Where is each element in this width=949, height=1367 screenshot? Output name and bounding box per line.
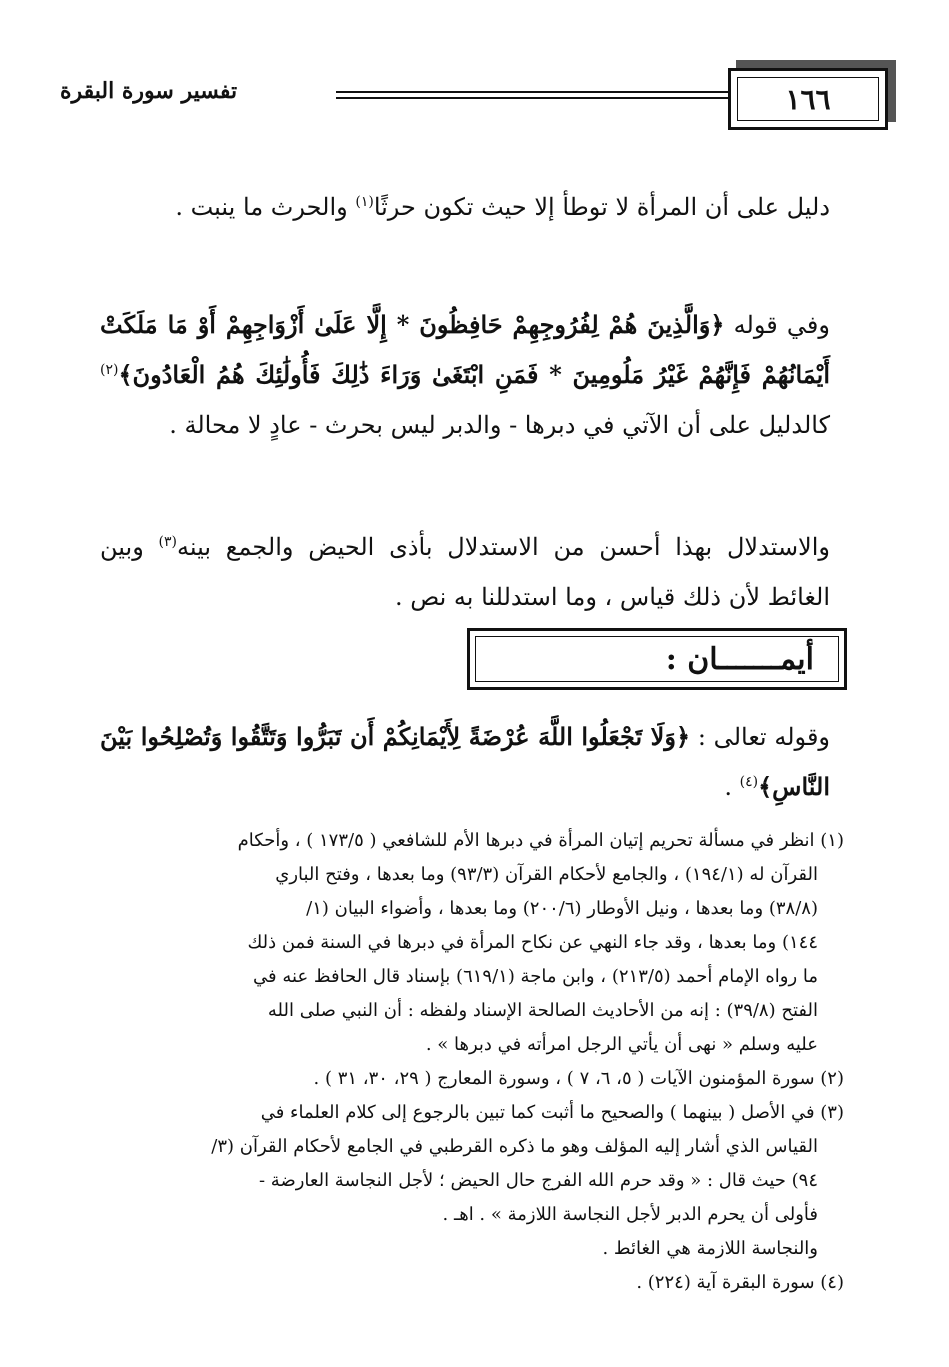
section-heading: أيمـــــــان : [475,636,839,682]
paragraph-2-rest: كالدليل على أن الآتي في دبرها - والدبر ليس بحرث - عادٍ لا محالة . [169,411,830,439]
paragraph-4-end: . [724,773,732,801]
footnote-2-line: (٢) سورة المؤمنون الآيات ( ٥، ٦، ٧ ) ، وسورة المعارج ( ٢٩، ٣٠، ٣١ ) . [313,1068,844,1089]
footnote-1-line: (٣٨/٨) وما بعدها ، ونيل الأوطار (٢٠٠/٦) وما بعدها ، وأضواء البيان (١/ [306,898,818,919]
quran-verse-2: ﴿وَلَا تَجْعَلُوا اللَّهَ عُرْضَةً لِأَيْمَانِكُمْ أَن تَبَرُّوا وَتَتَّقُوا وَتُصْلِحُوا بَيْنَ النَّاسِ﴾ [100,722,830,801]
footnote-1-line: الفتح (٣٩/٨) : إنه من الأحاديث الصالحة الإسناد ولفظه : أن النبي صلى الله [267,1000,818,1021]
paragraph-3-line-1: والاستدلال بهذا أحسن من الاستدلال بأذى الحيض والجمع بينه [177,533,830,561]
header-rule [336,91,728,99]
footnote-ref-4: (٤) [739,774,759,790]
footnote-1-line: (١) انظر في مسألة تحريم إتيان المرأة في دبرها الأم للشافعي ( ١٧٣/٥ ) ، وأحكام [237,830,844,851]
paragraph-1 [100,182,830,232]
paragraph-3 [100,522,830,622]
page-number-box [728,68,888,130]
paragraph-1-text: دليل على أن المرأة لا توطأ إلا حيث تكون حرثًا [373,193,830,221]
footnote-ref-3: (٣) [158,534,177,550]
footnote-3-line: والنجاسة اللازمة هي الغائط . [602,1238,818,1259]
footnotes [104,824,844,1300]
page-number: ١٦٦ [737,77,879,121]
footnote-3-line: ٩٤) حيث قال : « وقد حرم الله الفرج حال الحيض ؛ لأجل النجاسة العارضة - [259,1170,818,1191]
footnote-1-line: عليه وسلم « نهى أن يأتي الرجل امرأته في دبرها » . [425,1034,818,1055]
footnote-4-line: (٤) سورة البقرة آية (٢٢٤) . [636,1272,844,1293]
footnote-1-line: ١٤٤) وما بعدها ، وقد جاء النهي عن نكاح المرأة في دبرها في السنة فمن ذلك [247,932,818,953]
paragraph-2-intro: وفي قوله [733,311,830,339]
paragraph-4 [100,712,830,812]
paragraph-2 [100,300,830,450]
page-header [60,60,850,130]
paragraph-1-text-end: والحرث ما [243,193,348,221]
quran-verse-1: ﴿وَالَّذِينَ هُمْ لِفُرُوجِهِمْ حَافِظُونَ * إِلَّا عَلَىٰ أَزْوَاجِهِمْ أَوْ مَا مَلَكَتْ أَيْمَانُهُمْ فَإِنَّهُمْ غَيْرُ مَلُومِينَ * فَمَنِ ابْتَغَىٰ وَرَاءَ ذَٰلِكَ فَأُولَٰئِكَ هُمُ الْعَادُونَ﴾ [100,310,830,389]
footnote-ref-2: (٢) [100,362,119,378]
footnote-3-line: فأولى أن يحرم الدبر لأجل النجاسة اللازمة » . اهـ . [442,1204,818,1225]
paragraph-1-line-2: ينبت . [175,193,236,221]
footnote-1-line: ما رواه الإمام أحمد (٢١٣/٥) ، وابن ماجة (٦١٩/١) بإسناد قال الحافظ عنه في [253,966,818,987]
paragraph-4-intro: وقوله تعالى : [697,723,831,751]
footnote-3-line: القياس الذي أشار إليه المؤلف وهو ما ذكره القرطبي في الجامع لأحكام القرآن (٣/ [211,1136,818,1157]
running-title: تفسير سورة البقرة [60,78,238,104]
footnote-1-line: القرآن له (١٩٤/١) ، والجامع لأحكام القرآن (٩٣/٣) وما بعدها ، وفتح الباري [275,864,818,885]
footnote-3-line: (٣) في الأصل ( بينهما ) والصحيح ما أثبت كما تبين بالرجوع إلى كلام العلماء في [260,1102,844,1123]
paragraph-3-line-2: وبين الغائط لأن ذلك قياس ، وما استدللنا به نص . [100,533,830,611]
section-heading-box [467,628,847,690]
footnote-ref-1: (١) [355,194,374,210]
